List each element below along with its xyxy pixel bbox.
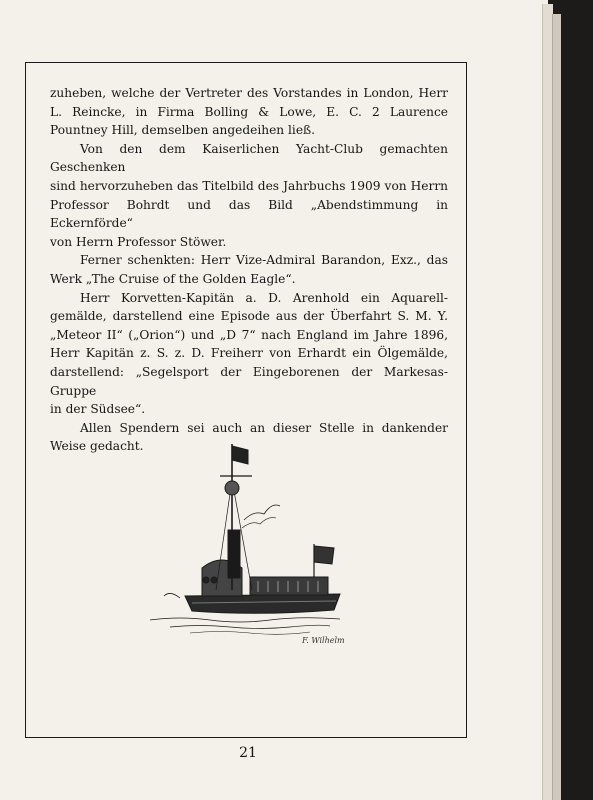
- paragraph-5-line-2: Weise gedacht.: [50, 439, 144, 454]
- paragraph-4-line-5: darstellend: „Segelsport der Eingeborenen der Markesas-Gruppe: [50, 364, 448, 398]
- paragraph-1-line-3: Pountney Hill, demselben angedeihen ließ.: [50, 123, 316, 138]
- paragraph-4-line-6: in der Südsee“.: [50, 402, 146, 417]
- paragraph-4-line-1: Herr Korvetten-Kapitän a. D. Arenhold ein Aquarell-: [80, 290, 448, 305]
- page-number: 21: [239, 745, 257, 761]
- paragraph-3-line-2: Werk „The Cruise of the Golden Eagle“.: [50, 271, 296, 286]
- steamship-illustration: [140, 440, 360, 655]
- page-edge-back: [552, 14, 561, 800]
- paragraph-5-line-1: Allen Spendern sei auch an dieser Stelle in dankender: [80, 420, 448, 435]
- paragraph-4-line-2: gemälde, darstellend eine Episode aus der Überfahrt S. M. Y.: [50, 309, 448, 324]
- body-text: [50, 84, 448, 456]
- paragraph-1-line-1: zuheben, welche der Vertreter des Vorstandes in London, Herr: [50, 86, 448, 100]
- illustration-signature: F. Wilhelm: [302, 636, 345, 645]
- paragraph-4-line-3: „Meteor II“ („Orion“) und „D 7“ nach England im Jahre 1896,: [50, 327, 448, 342]
- paragraph-2-line-2: sind hervorzuheben das Titelbild des Jahrbuchs 1909 von Herrn: [50, 178, 448, 193]
- paragraph-2-line-3: Professor Bohrdt und das Bild „Abendstimmung in Eckernförde“: [50, 197, 448, 231]
- paragraph-2-line-1: Von den dem Kaiserlichen Yacht-Club gemachten Geschenken: [50, 141, 448, 175]
- paragraph-1-line-2: L. Reincke, in Firma Bolling & Lowe, E. C. 2 Laurence: [50, 104, 448, 119]
- paragraph-4-line-4: Herr Kapitän z. S. z. D. Freiherr von Erhardt ein Ölgemälde,: [50, 346, 448, 361]
- paragraph-2-line-4: von Herrn Professor Stöwer.: [50, 234, 227, 249]
- paragraph-3-line-1: Ferner schenkten: Herr Vize-Admiral Barandon, Exz., das: [80, 253, 448, 268]
